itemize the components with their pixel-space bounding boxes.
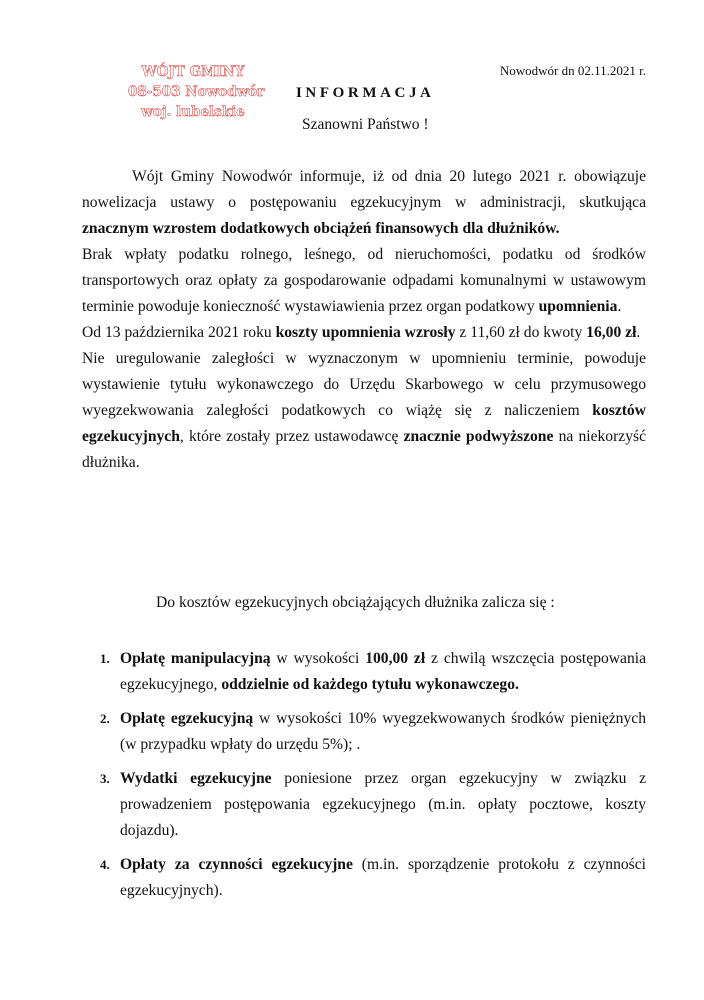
stamp-line-3: woj. lubelskie [141, 104, 245, 120]
list-item [100, 852, 646, 904]
stamp-line-2: 08-503 Nowodwór [128, 84, 265, 100]
paragraph-amendment [82, 164, 646, 242]
paragraph-reminder-cost [82, 320, 646, 346]
emphasis-text: upomnienia [538, 298, 618, 315]
paragraph-text: Brak wpłaty podatku rolnego, leśnego, od nieruchomości, podatku od środków transportowych oraz opłaty za gospodarowanie odpadami komunalnymi w ustawowym terminie powoduje konieczność wystawiawienia przez organ podatkowy [82, 246, 646, 315]
emphasis-text: znacznym wzrostem dodatkowych obciążeń finansowych dla dłużników. [82, 220, 560, 237]
paragraph-text: Od 13 października 2021 roku [82, 324, 276, 341]
list-number: 3. [100, 771, 110, 786]
item-text: (m.in. sporządzenie protokołu z czynności egzekucyjnych). [120, 856, 646, 899]
item-text: w wysokości 10% wyegzekwowanych środków pieniężnych (w przypadku wpłaty do urzędu 5%); . [120, 710, 646, 753]
stamp-line-1: WÓJT GMINY [141, 64, 245, 80]
item-text: z chwilą wszczęcia postępowania egzekucyjnego, [120, 650, 647, 693]
document-title: INFORMACJA [296, 85, 435, 101]
paragraph-text: . [617, 298, 622, 315]
paragraph-text: Wójt Gminy Nowodwór informuje, iż od dnia 20 lutego 2021 r. obowiązuje nowelizacja ustawy o postępowaniu egzekucyjnym w administracji, skutkująca [82, 168, 646, 211]
list-item [100, 766, 646, 844]
paragraph-enforcement [82, 346, 646, 476]
paragraph-text: z 11,60 zł do kwoty [455, 324, 587, 341]
item-text: w wysokości [270, 650, 366, 667]
emphasis-text: Opłaty za czynności egzekucyjne [120, 856, 353, 873]
main-text [82, 164, 646, 476]
emphasis-text: Opłatę manipulacyjną [120, 650, 271, 667]
amount-text: 16,00 zł [586, 324, 637, 341]
costs-intro: Do kosztów egzekucyjnych obciążających dłużnika zalicza się : [156, 594, 555, 611]
place-date: Nowodwór dn 02.11.2021 r. [499, 63, 646, 78]
paragraph-reminder [82, 242, 646, 320]
emphasis-text: Wydatki egzekucyjne [120, 770, 272, 787]
amount-text: 100,00 zł [365, 650, 426, 667]
list-item [100, 706, 646, 758]
list-number: 2. [100, 711, 110, 726]
emphasis-text: Opłatę egzekucyjną [120, 710, 254, 727]
item-text: poniesione przez organ egzekucyjny w związku z prowadzeniem postępowania egzekucyjnego (m.in. opłaty pocztowe, koszty dojazdu). [120, 770, 646, 839]
paragraph-text: Nie uregulowanie zaległości w wyznaczonym w upomnieniu terminie, powoduje wystawienie tytułu wykonawczego do Urzędu Skarbowego w celu przymusowego wyegzekwowania zaległości podatkowych co wiążę się z naliczeniem [82, 350, 646, 419]
list-item [100, 646, 646, 698]
greeting: Szanowni Państwo ! [302, 116, 429, 133]
emphasis-text: oddzielnie od każdego tytułu wykonawczego. [221, 676, 519, 693]
list-number: 4. [100, 857, 110, 872]
paragraph-text: . [636, 324, 641, 341]
costs-list [100, 646, 646, 912]
paragraph-text: , które zostały przez ustawodawcę [179, 428, 404, 445]
emphasis-text: kosztów egzekucyjnych [82, 402, 646, 445]
paragraph-text: na niekorzyść dłużnika. [82, 428, 646, 471]
list-number: 1. [100, 651, 110, 666]
emphasis-text: znacznie podwyższone [403, 428, 554, 445]
emphasis-text: koszty upomnienia wzrosły [275, 324, 456, 341]
office-stamp [128, 62, 265, 122]
